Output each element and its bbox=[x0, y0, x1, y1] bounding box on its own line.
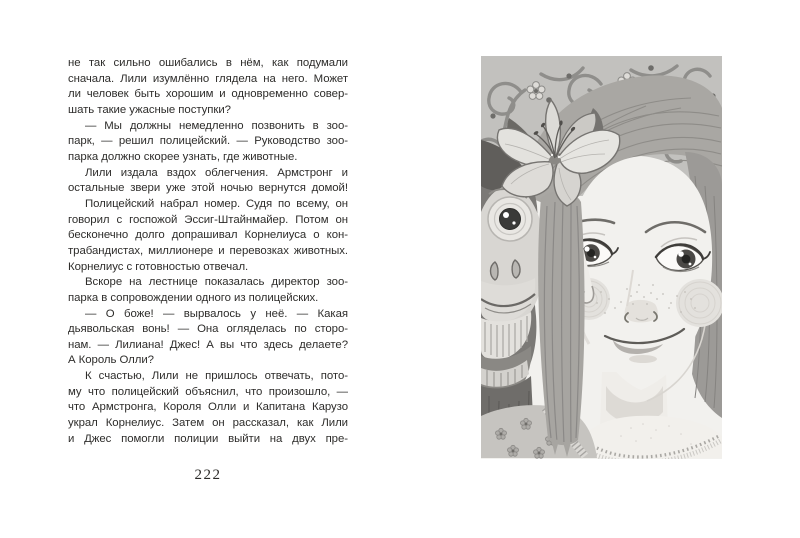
text-line: Вскоре на лестнице показалась директор зоо- bbox=[85, 276, 348, 289]
text-line: бесконечно долго допрашивал Корнелиуса о кон- bbox=[68, 229, 348, 242]
text-line: Корнелиус с готовностью отвечал. bbox=[68, 260, 249, 273]
text-line: трабандистах, миллионере и перевозках животных. bbox=[68, 244, 348, 257]
text-line: сначала. Лили изумлённо глядела на него. Может bbox=[68, 72, 348, 85]
illustration-image bbox=[481, 56, 722, 459]
text-line: Полицейский набрал номер. Судя по всему, он bbox=[85, 197, 348, 210]
text-line: парка в сопровождении одного из полицейских. bbox=[68, 291, 319, 304]
text-line: и Джес помогли полиции выйти на двух пре- bbox=[68, 432, 348, 445]
illustration bbox=[481, 56, 722, 459]
text-line: — Мы должны немедленно позвонить в зоо- bbox=[85, 119, 348, 132]
text-line: шать такие ужасные поступки? bbox=[68, 103, 231, 116]
page-number: 222 bbox=[194, 467, 222, 483]
text-line: украл Корнелиус. Затем он рассказал, как Лили bbox=[68, 417, 348, 430]
text-line: парка должно скорее узнать, где животные. bbox=[68, 150, 298, 163]
text-line: нам. — Лилиана! Джес! А вы что здесь делаете? bbox=[68, 338, 348, 351]
text-line: не так сильно ошибались в нём, как подумали bbox=[68, 57, 348, 69]
text-line: Лили издала вздох облегчения. Армстронг и bbox=[85, 166, 348, 179]
text-line: остальные звери уже этой ночью вернутся домой! bbox=[68, 182, 348, 195]
blush-right-cheek bbox=[676, 279, 722, 327]
text-line: му что полицейский объяснил, что произошло, — bbox=[68, 385, 348, 398]
text-line: дьявольская вонь! — Она огляделась по сторо- bbox=[68, 323, 348, 336]
left-page-text-column bbox=[68, 56, 348, 447]
text-line: что Армстронга, Короля Олли и Капитана Карузо bbox=[68, 401, 348, 414]
text-line: А Король Олли? bbox=[68, 354, 154, 367]
text-line: парк, — решил полицейский. — Руководство зоо- bbox=[68, 135, 348, 148]
text-line: — О боже! — вырвалось у неё. — Какая bbox=[85, 307, 348, 320]
text-line: К счастью, Лили не пришлось отвечать, пото- bbox=[85, 370, 348, 383]
text-line: говорил с госпожой Эссиг-Штайнмайер. Потом он bbox=[68, 213, 348, 226]
text-line: ли человек быть хорошим и одновременно совер- bbox=[68, 88, 348, 101]
